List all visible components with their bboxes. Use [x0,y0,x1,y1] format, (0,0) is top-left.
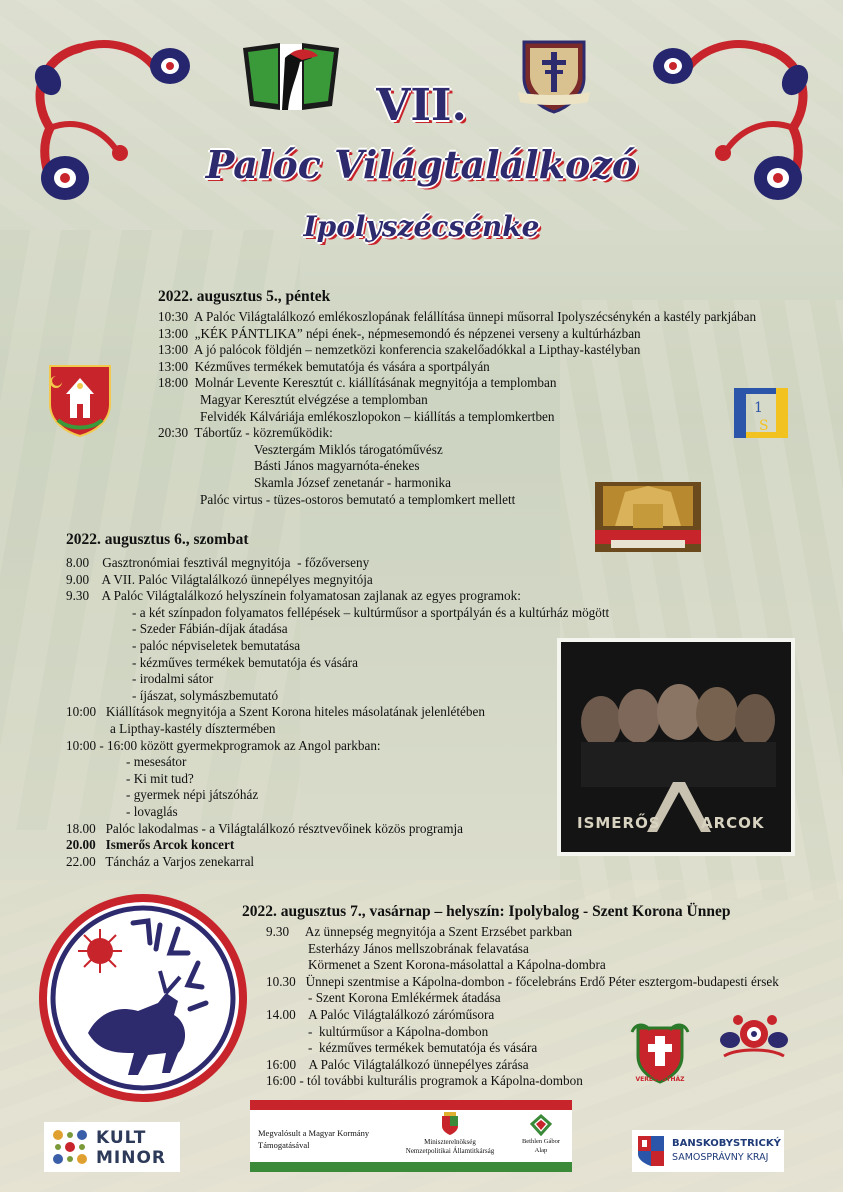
page-title: Palóc Világtalálkozó [205,142,638,187]
schedule-line: - Szent Korona Emlékérmek átadása [308,990,501,1006]
schedule-line: Básti János magyarnóta-énekes [254,458,420,474]
schedule-line: Felvidék Kálváriája emlékoszlopokon – kiállítás a templomkertben [200,408,555,424]
schedule-line: 10:00 Kiállítások megnyitója a Szent Korona hiteles másolatának jelenlétében [66,704,485,720]
schedule-line: 13:00 A jó palócok földjén – nemzetközi konferencia szakelőadókkal a Lipthay-kastélyban [158,342,641,358]
ministry-line-2: Nemzetpolitikai Államtitkárság [405,1147,495,1155]
schedule-line: - kézműves termékek bemutatója és vására [308,1040,538,1056]
schedule-line: 9.30 Az ünnepség megnyitója a Szent Erzsébet parkban [266,924,573,939]
schedule-line: - íjászat, solymászbemutató [132,687,279,703]
schedule-line: Magyar Keresztút elvégzése a templomban [200,391,428,407]
schedule-line: - kézműves termékek bemutatója és vására [132,654,358,670]
schedule-line: - a két színpadon folyamatos fellépések – kultúrműsor a sportpályán és a kultúrház mögött [132,604,610,620]
schedule-line: 9.30 A Palóc Világtalálkozó helyszínein folyamatosan zajlanak az egyes programok: [66,588,521,604]
schedule-line: Esterházy János mellszobrának felavatása [308,940,529,956]
bbsk-line-2: SAMOSPRÁVNY KRAJ [672,1152,769,1163]
svg-text:1: 1 [754,400,763,416]
bbsk-line-1: BANSKOBYSTRICKÝ [672,1138,781,1149]
flag-stripe-red [250,1100,572,1110]
schedule-line: 13:00 „KÉK PÁNTLIKA” népi ének-, népmesemondó és népzenei verseny a kultúrházban [158,325,641,341]
svg-text:S: S [759,418,769,434]
schedule-line: - irodalmi sátor [132,671,214,687]
schedule-line: 22.00 Táncház a Varjos zenekarral [66,853,255,869]
schedule-line: 10:00 - 16:00 között gyermekprogramok az Angol parkban: [66,737,381,753]
schedule-line: 20:30 Tábortűz - közreműködik: [158,425,333,441]
schedule-line: 18.00 Palóc lakodalmas - a Világtalálkozó résztvevőinek közös programja [66,820,464,836]
bethlen-gabor-icon [530,1114,552,1136]
schedule-line: 10:30 A Palóc Világtalálkozó emlékoszlopának felállítása ünnepi műsorral Ipolyszécsénykén a kastély parkjában [158,309,757,324]
village-coat-of-arms-icon [48,364,112,438]
holy-crown-photo [595,482,701,552]
schedule-line: 16:00 A Palóc Világtalálkozó ünnepélyes zárása [266,1056,529,1072]
schedule-line: - lovaglás [126,803,178,819]
schedule-line: Palóc virtus - tüzes-ostoros bemutató a templomkert mellett [200,491,516,507]
schedule-line: 13:00 Kézműves termékek bemutatója és vására a sportpályán [158,358,490,374]
ministry-line-1: Miniszterelnökség [424,1138,476,1146]
veresegyhaz-label: VERESEGYHÁZ [635,1076,685,1083]
schedule-line: - kultúrműsor a Kápolna-dombon [308,1023,489,1039]
schedule-line: - palóc népviseletek bemutatása [132,637,301,653]
schedule-line: 9.00 A VII. Palóc Világtalálkozó ünnepélyes megnyitója [66,571,373,587]
schedule-line: - Szeder Fábián-díjak átadása [132,621,288,637]
band-poster [557,638,795,856]
bethlen-line-1: Bethlen Gábor [521,1138,561,1145]
schedule-line: Körmenet a Szent Korona-másolattal a Kápolna-dombra [308,957,606,973]
schedule-line: 8.00 Gasztronómiai fesztivál megnyitója - főzőverseny [66,555,370,570]
day1-heading: 2022. augusztus 5., péntek [158,288,331,305]
day2-heading: 2022. augusztus 6., szombat [66,531,249,548]
schedule-line: - mesesátor [126,754,187,770]
minor-label: MINOR [96,1148,167,1168]
schedule-line: - gyermek népi játszóház [126,787,259,803]
day3-heading: 2022. augusztus 7., vasárnap – helyszín: Ipolybalog - Szent Korona Ünnep [242,903,731,920]
gov-line-1: Megvalósult a Magyar Kormány [258,1128,370,1138]
bethlen-line-2: Alap [534,1147,548,1154]
day3-schedule [266,924,779,1090]
folk-flower-icon [718,1010,790,1062]
kult-minor-pattern-icon [50,1127,90,1167]
gov-line-2: Támogatásával [258,1140,310,1150]
edition-number: VII. [376,80,467,131]
government-support-banner [250,1100,572,1172]
day2-schedule [66,555,609,870]
schedule-line-highlight: 20.00 Ismerős Arcok koncert [66,837,235,853]
schedule-line: Vesztergám Miklós tárogatóművész [254,441,443,457]
schedule-line: 18:00 Molnár Levente Keresztút c. kiállításának megnyitója a templomban [158,375,557,391]
kult-minor-logo [44,1122,180,1172]
schedule-line: - Ki mit tud? [126,770,194,786]
bbsk-logo [632,1130,784,1172]
schedule-line: Skamla József zenetanár - harmonika [254,474,451,490]
bbsk-crest-icon [636,1134,666,1168]
schedule-line: 14.00 A Palóc Világtalálkozó záróműsora [266,1006,495,1022]
band-name-right: ARCOK [701,814,765,832]
location-title: Ipolyszécsénke [303,210,540,243]
rovas-deer-emblem-icon [38,893,248,1103]
schedule-line: 10.30 Ünnepi szentmise a Kápolna-dombon - főcelebráns Erdő Péter esztergom-budapesti érsek [266,973,779,989]
schedule-line: a Lipthay-kastély dísztermében [110,720,276,736]
schedule-line: 16:00 - tól további kulturális programok a Kápolna-dombon [266,1073,583,1089]
band-name-left: ISMERŐS [577,814,661,832]
kult-label: KULT [96,1128,147,1148]
day1-schedule [158,309,756,508]
hungarian-coat-of-arms-icon [440,1112,460,1136]
flag-stripe-green [250,1162,572,1172]
